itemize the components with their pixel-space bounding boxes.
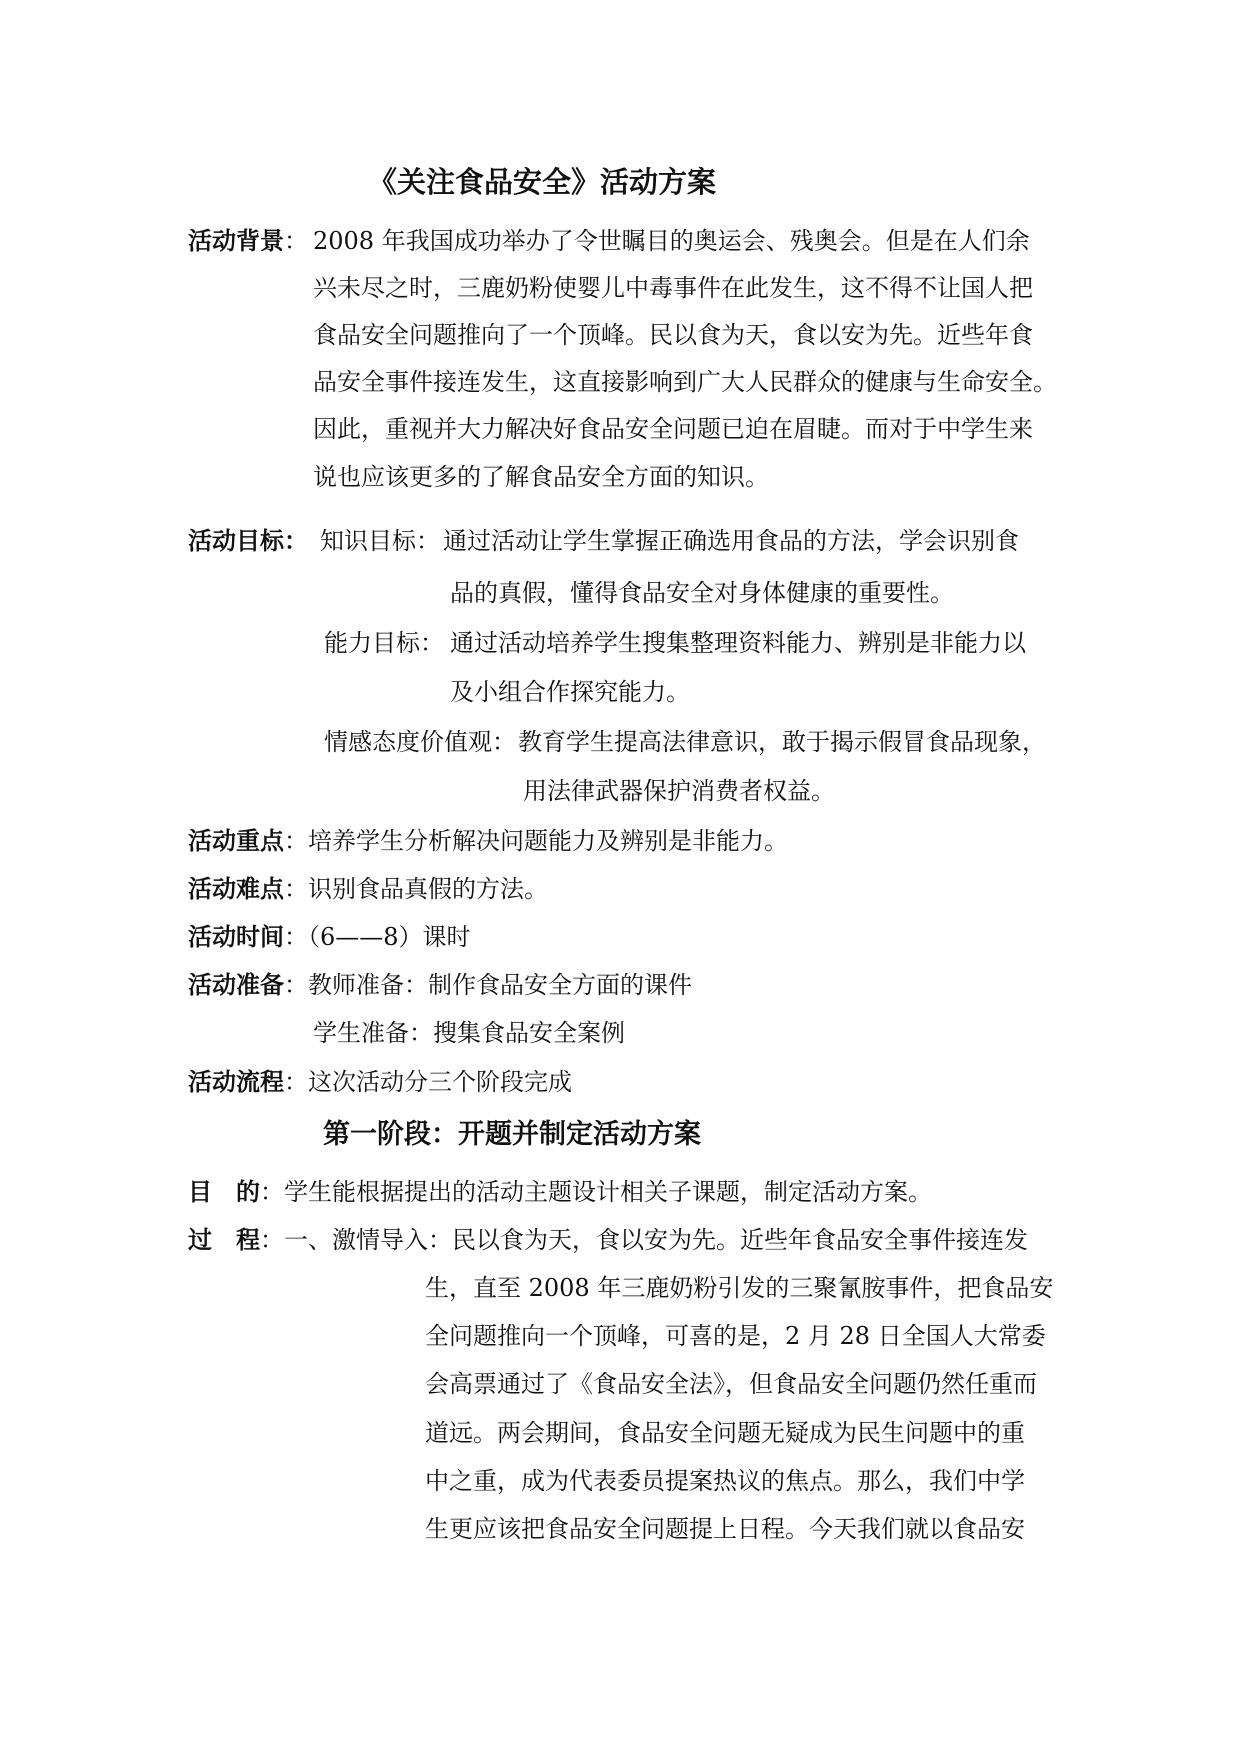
- difficulty-colon: ：: [284, 875, 308, 903]
- flow-label: 活动流程: [188, 1068, 284, 1096]
- student-preparation: 学生准备：搜集食品安全案例: [313, 1019, 625, 1047]
- knowledge-goal-line: 品的真假，懂得食品安全对身体健康的重要性。: [450, 579, 954, 607]
- knowledge-goal-label: 知识目标：: [320, 527, 440, 555]
- process-line: 中之重，成为代表委员提案热议的焦点。那么，我们中学: [425, 1467, 1025, 1495]
- process-line: 全问题推向一个顶峰，可喜的是，2 月 28 日全国人大常委: [425, 1322, 1046, 1350]
- process-line: 生，直至 2008 年三鹿奶粉引发的三聚氰胺事件，把食品安: [425, 1274, 1054, 1302]
- process-row: [188, 1225, 1028, 1255]
- difficulty-label: 活动难点: [188, 875, 284, 903]
- ability-goal-line: 及小组合作探究能力。: [450, 678, 690, 706]
- preparation-colon: ：: [284, 971, 308, 999]
- ability-goal-line: 通过活动培养学生搜集整理资料能力、辨别是非能力以: [450, 629, 1026, 657]
- duration-text: （6——8）课时: [308, 923, 471, 951]
- difficulty-row: [188, 874, 548, 904]
- duration-row: [188, 922, 471, 952]
- background-label-row: [188, 226, 308, 256]
- preparation-label: 活动准备: [188, 971, 284, 999]
- ability-goal-label: 能力目标：: [324, 629, 444, 657]
- emotion-goal-label: 情感态度价值观：: [324, 728, 516, 756]
- background-label: 活动背景: [188, 227, 284, 255]
- process-line: 道远。两会期间，食品安全问题无疑成为民生问题中的重: [425, 1419, 1025, 1447]
- flow-text: 这次活动分三个阶段完成: [308, 1068, 572, 1096]
- process-line: 会高票通过了《食品安全法》，但食品安全问题仍然任重而: [425, 1370, 1037, 1398]
- background-line: 说也应该更多的了解食品安全方面的知识。: [313, 463, 769, 491]
- duration-label: 活动时间: [188, 923, 284, 951]
- background-colon: ：: [284, 227, 308, 255]
- flow-colon: ：: [284, 1068, 308, 1096]
- purpose-label: 目 的: [188, 1178, 260, 1206]
- duration-colon: ：: [284, 923, 308, 951]
- process-colon: ：: [260, 1226, 284, 1254]
- flow-row: [188, 1067, 572, 1097]
- key-point-text: 培养学生分析解决问题能力及辨别是非能力。: [308, 827, 788, 855]
- background-line: 因此，重视并大力解决好食品安全问题已迫在眉睫。而对于中学生来: [313, 415, 1033, 443]
- process-line: 生更应该把食品安全问题提上日程。今天我们就以食品安: [425, 1515, 1025, 1543]
- background-line: 品安全事件接连发生，这直接影响到广大人民群众的健康与生命安全。: [313, 368, 1057, 396]
- teacher-preparation: 教师准备：制作食品安全方面的课件: [308, 971, 692, 999]
- process-label: 过 程: [188, 1226, 260, 1254]
- stage1-heading: 第一阶段：开题并制定活动方案: [323, 1119, 701, 1150]
- knowledge-goal-line: 通过活动让学生掌握正确选用食品的方法，学会识别食: [443, 527, 1019, 555]
- purpose-colon: ：: [260, 1178, 284, 1206]
- process-first-line: 一、激情导入：民以食为天，食以安为先。近些年食品安全事件接连发: [284, 1226, 1028, 1254]
- difficulty-text: 识别食品真假的方法。: [308, 875, 548, 903]
- page-title: 《关注食品安全》活动方案: [368, 165, 717, 199]
- goals-label: 活动目标：: [188, 527, 308, 555]
- background-line: 2008 年我国成功举办了令世瞩目的奥运会、残奥会。但是在人们余: [313, 227, 1030, 255]
- background-line: 兴未尽之时，三鹿奶粉使婴儿中毒事件在此发生，这不得不让国人把: [313, 274, 1033, 302]
- key-point-label: 活动重点: [188, 827, 284, 855]
- emotion-goal-line: 教育学生提高法律意识，敢于揭示假冒食品现象，: [518, 728, 1046, 756]
- background-line: 食品安全问题推向了一个顶峰。民以食为天，食以安为先。近些年食: [313, 321, 1033, 349]
- purpose-text: 学生能根据提出的活动主题设计相关子课题，制定活动方案。: [284, 1178, 932, 1206]
- emotion-goal-line: 用法律武器保护消费者权益。: [523, 777, 835, 805]
- key-point-colon: ：: [284, 827, 308, 855]
- preparation-row: [188, 970, 692, 1000]
- key-point-row: [188, 826, 788, 856]
- purpose-row: [188, 1177, 932, 1207]
